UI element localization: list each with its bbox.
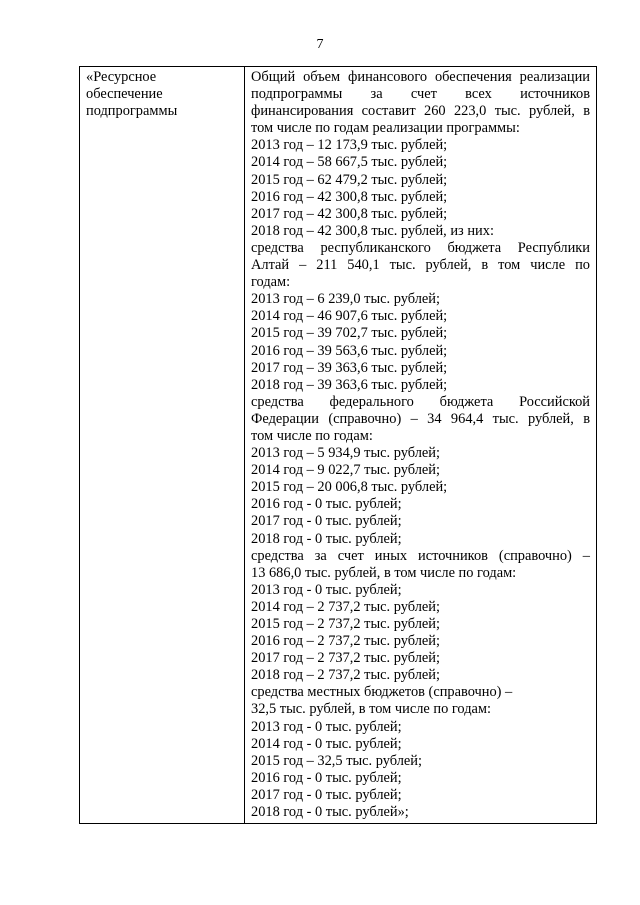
text-line: средства местных бюджетов (справочно) – [251,684,513,701]
text-line: 2016 год – 39 563,6 тыс. рублей; [251,342,448,359]
right-cell [245,67,597,824]
text-line: 2013 год – 5 934,9 тыс. рублей; [251,445,440,462]
text-line: 2018 год – 42 300,8 тыс. рублей, из них: [251,222,494,239]
text-line: 2014 год – 2 737,2 тыс. рублей; [251,598,440,615]
text-line: 2015 год – 2 737,2 тыс. рублей; [251,616,440,632]
text-line: 2013 год - 0 тыс. рублей; [251,581,402,598]
text-line: 2014 год – 58 667,5 тыс. рублей; [251,154,448,171]
text-line: подпрограммы за счет всех источников [251,86,590,103]
left-cell [80,67,245,824]
text-line: 2014 год - 0 тыс. рублей; [251,735,402,752]
text-line: 2018 год – 39 363,6 тыс. рублей; [251,376,448,393]
text-line: Федерации (справочно) – 34 964,4 тыс. рублей, в [251,410,590,427]
text-line: 2017 год - 0 тыс. рублей; [251,786,402,803]
text-line: том числе по годам реализации программы: [251,120,520,137]
text-line: 2015 год – 39 702,7 тыс. рублей; [251,325,448,342]
left-cell-line: подпрограммы [86,103,178,120]
text-line: 2018 год – 2 737,2 тыс. рублей; [251,667,440,684]
text-line: средства республиканского бюджета Республики [251,239,590,256]
text-line: Общий объем финансового обеспечения реализации [251,69,590,85]
text-line: 2017 год – 2 737,2 тыс. рублей; [251,650,440,667]
text-line: 2017 год – 39 363,6 тыс. рублей; [251,359,448,376]
text-line: финансирования составит 260 223,0 тыс. рублей, в [251,103,590,120]
text-line: 2015 год – 62 479,2 тыс. рублей; [251,171,448,188]
text-line: том числе по годам: [251,427,373,444]
page-number: 7 [316,37,324,52]
text-line: 2017 год - 0 тыс. рублей; [251,513,402,530]
left-cell-line: обеспечение [86,86,163,103]
text-line: средства за счет иных источников (справочно) – [251,547,590,564]
text-line: 2013 год – 6 239,0 тыс. рублей; [251,291,440,308]
text-line: 2016 год - 0 тыс. рублей; [251,769,402,786]
text-line: 13 686,0 тыс. рублей, в том числе по годам: [251,564,517,581]
resource-table [79,66,597,824]
text-line: 2013 год – 12 173,9 тыс. рублей; [251,137,448,154]
table-row [80,67,597,824]
text-line: 2014 год – 46 907,6 тыс. рублей; [251,308,448,325]
text-line: 32,5 тыс. рублей, в том числе по годам: [251,701,492,718]
text-line: 2015 год – 20 006,8 тыс. рублей; [251,479,448,496]
text-line: 2015 год – 32,5 тыс. рублей; [251,752,422,769]
text-line: средства федерального бюджета Российской [251,393,590,410]
text-line: 2013 год - 0 тыс. рублей; [251,718,402,735]
text-line: 2014 год – 9 022,7 тыс. рублей; [251,462,440,479]
text-line: 2016 год – 2 737,2 тыс. рублей; [251,633,440,650]
text-line: 2016 год – 42 300,8 тыс. рублей; [251,188,448,205]
left-cell-line: «Ресурсное [86,69,157,85]
text-line: 2018 год - 0 тыс. рублей; [251,530,402,547]
text-line: 2018 год - 0 тыс. рублей»; [251,804,409,821]
text-line: годам: [251,274,291,291]
text-line: 2017 год – 42 300,8 тыс. рублей; [251,205,448,222]
text-line: 2016 год - 0 тыс. рублей; [251,496,402,513]
text-line: Алтай – 211 540,1 тыс. рублей, в том числе по [251,257,590,274]
